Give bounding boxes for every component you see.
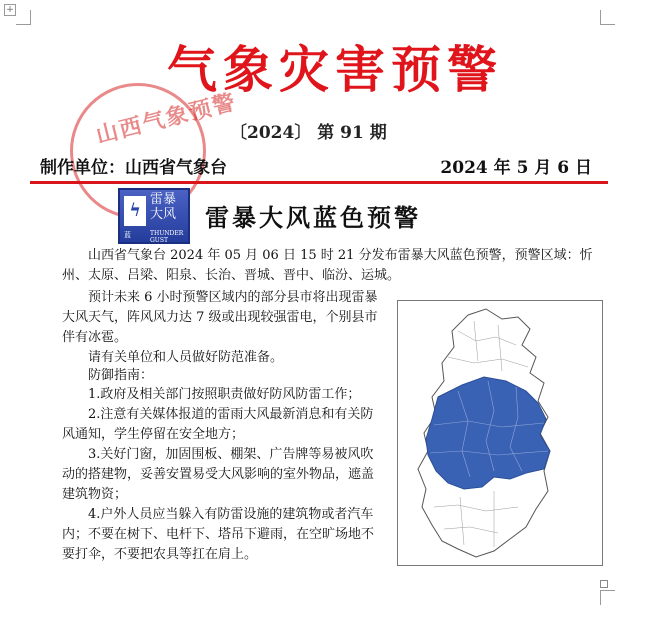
paragraph-prepare: 请有关单位和人员做好防范准备。 (88, 350, 284, 365)
crop-mark-top-left (16, 10, 31, 25)
issue-number: 〔2024〕 第 91 期 (230, 123, 387, 143)
crop-mark-bottom-right (600, 590, 615, 605)
guide-item-1 (62, 385, 392, 405)
forecast-line: 伴有冰雹。 (62, 330, 128, 345)
paragraph-issuance (62, 246, 602, 286)
paragraph-guide-heading: 防御指南： (88, 368, 154, 383)
lightning-icon: ϟ (124, 196, 146, 226)
forecast-line: 预计未来 6 小时预警区域内的部分县市将出现雷暴 (88, 290, 378, 305)
guide-line: 风通知，学生停留在安全地方； (62, 427, 245, 442)
warning-title: 雷暴大风蓝色预警 (205, 203, 421, 232)
red-divider-line (30, 181, 608, 184)
guide-line: 建筑物资； (62, 487, 128, 502)
icon-label-level: 蓝 (124, 231, 131, 239)
producer-label: 制作单位：山西省气象台 (40, 158, 227, 178)
guide-item-2 (62, 405, 392, 445)
issuance-text: 山西省气象台 2024 年 05 月 06 日 15 时 21 分发布雷暴大风蓝色预警，预警区域：忻州、太原、吕梁、阳泉、长治、晋城、晋中、临汾、运城。 (62, 248, 593, 283)
guide-item-3 (62, 445, 392, 505)
guide-line: 2.注意有关媒体报道的雷雨大风最新消息和有关防 (88, 407, 374, 422)
guide-line: 要打伞，不要把农具等扛在肩上。 (62, 547, 258, 562)
shanxi-province-map (398, 301, 602, 565)
guide-line: 4.户外人员应当躲入有防雷设施的建筑物或者汽车 (88, 507, 374, 522)
guide-line: 1.政府及相关部门按照职责做好防风防雷工作； (88, 387, 361, 402)
icon-label-english: THUNDER GUST (150, 230, 184, 244)
paragraph-forecast (62, 288, 392, 348)
document-title: 气象灾害预警 (167, 40, 503, 99)
icon-label-big: 雷暴大风 (150, 192, 177, 222)
warning-area-map (397, 300, 603, 566)
move-handle-icon[interactable]: + (4, 4, 16, 16)
thunder-gust-blue-warning-icon (118, 188, 190, 244)
guide-line: 内；不要在树下、电杆下、塔吊下避雨，在空旷场地不 (62, 527, 375, 542)
page-end-marker (600, 580, 608, 588)
crop-mark-top-right (600, 10, 615, 25)
guide-item-4 (62, 505, 392, 565)
forecast-line: 大风天气，阵风风力达 7 级或出现较强雷电，个别县市 (62, 310, 378, 325)
stamp-text: 山西气象预警 (93, 88, 240, 149)
header-meta-row (40, 153, 600, 177)
guide-line: 动的搭建物，妥善安置易受大风影响的室外物品，遮盖 (62, 467, 375, 482)
issue-date: 2024 年 5 月 6 日 (440, 158, 592, 178)
guide-line: 3.关好门窗，加固围板、棚架、广告牌等易被风吹 (88, 447, 374, 462)
